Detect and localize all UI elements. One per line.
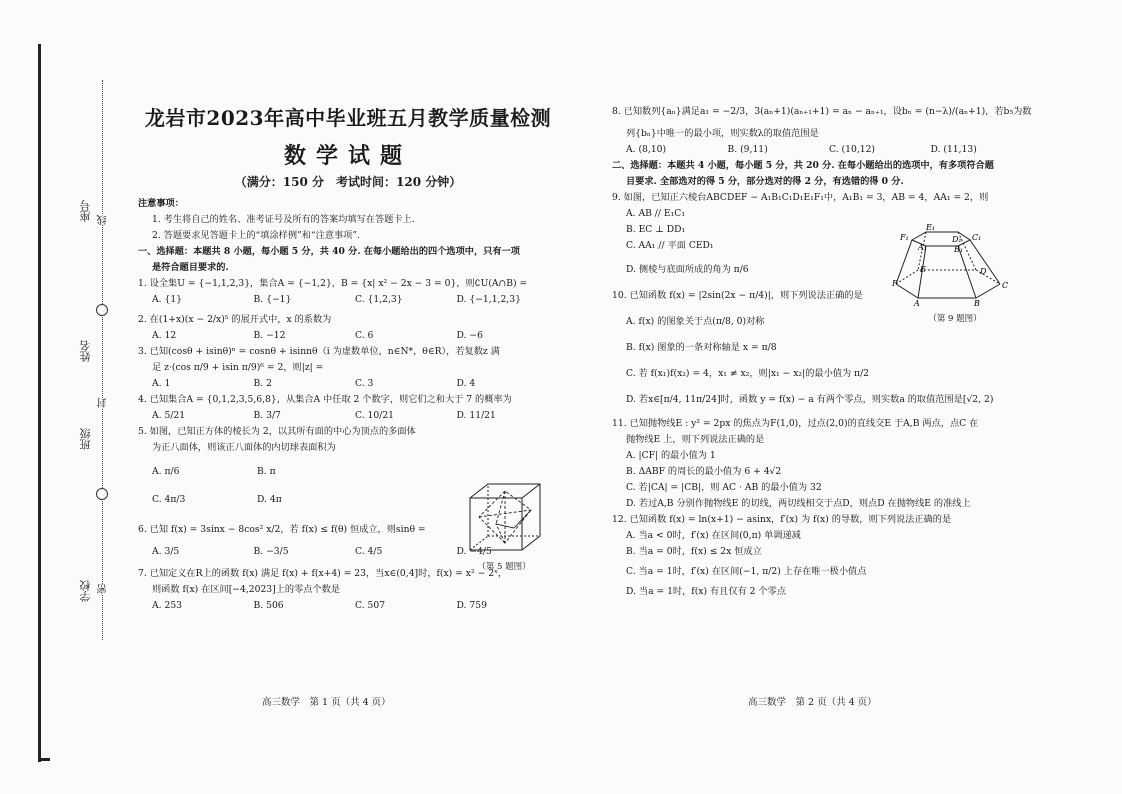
scan-edge-corner	[38, 758, 50, 761]
q9-opt-d: D. 侧棱与底面所成的角为 π/6	[626, 264, 749, 275]
section1-heading: 一、选择题：本题共 8 小题，每小题 5 分，共 40 分. 在每小题给出的四个选项中，只有一项	[138, 246, 520, 257]
binding-name-label: 姓名	[79, 340, 92, 362]
label-D1: D₁	[952, 235, 962, 244]
q11-opt-a: A. |CF| 的最小值为 1	[626, 450, 716, 461]
q10-opt-c: C. 若 f(x₁)f(x₂) = 4，x₁ ≠ x₂，则|x₁ − x₂|的最小值为 π/2	[626, 368, 870, 379]
q3-options	[138, 376, 558, 392]
q7-opt-d: D. 759	[456, 600, 487, 611]
footer-right: 高三数学 第 2 页（共 4 页）	[748, 697, 877, 708]
q6-opt-d: D. −4/5	[456, 546, 492, 557]
q11-opt-b: B. ΔABF 的周长的最小值为 6 + 4√2	[626, 466, 782, 477]
binding-line-mark: 线	[98, 215, 109, 225]
q10-opt-d: D. 若x∈[π/4, 11π/24]时，函数 y = f(x) − a 有两个零点，则实数a 的取值范围是[√2, 2)	[626, 394, 994, 405]
q9-opt-a: A. AB // E₁C₁	[626, 208, 685, 219]
binding-exam-no-label: 座号	[79, 200, 92, 222]
q5-opt-a: A. π/6	[152, 466, 180, 477]
q5-caption: （第 5 题图）	[477, 562, 531, 572]
q10-text: 10. 已知函数 f(x) = |2sin(2x − π/4)|，则下列说法正确的是	[612, 290, 863, 301]
label-A: A	[914, 299, 920, 308]
binding-secret-mark: 密	[98, 584, 109, 594]
section2-heading: 二、选择题：本题共 4 小题，每小题 5 分，共 20 分. 在每小题给出的选项中，有多项符合题	[612, 160, 994, 171]
q5-text: 5. 如图，已知正方体的棱长为 2，以其所有面的中心为顶点的多面体	[138, 426, 416, 437]
binding-circle	[96, 488, 108, 500]
q8-opt-d: D. (11,13)	[930, 144, 977, 155]
q4-opt-b: B. 3/7	[253, 410, 281, 421]
q9-opt-b: B. EC ⊥ DD₁	[626, 224, 686, 235]
q3-opt-b: B. 2	[253, 378, 272, 389]
label-F: F	[892, 279, 898, 288]
q1-opt-a: A. {1}	[152, 294, 183, 305]
q7-opt-b: B. 506	[253, 600, 284, 611]
label-A1: A₁	[918, 243, 927, 252]
q6-opt-c: C. 4/5	[355, 546, 383, 557]
q1-text: 1. 设全集U = {−1,1,2,3}，集合A = {−1,2}，B = {x| x² − 2x − 3 = 0}，则∁U(A∩B) =	[138, 278, 528, 289]
q12-opt-a: A. 当a < 0时，f′(x) 在区间(0,π) 单调递减	[626, 530, 801, 541]
exam-title: 龙岩市2023年高中毕业班五月教学质量检测	[144, 106, 552, 130]
q3-text-cont: 足 z·(cos π/9 + isin π/9)⁶ = 2，则|z| =	[152, 362, 324, 373]
q4-options	[138, 408, 558, 424]
q3-text: 3. 已知(cosθ + isinθ)ⁿ = cosnθ + isinnθ（i 为虚数单位，n∈N*，θ∈R），若复数z 满	[138, 346, 500, 357]
q7-text: 7. 已知定义在R上的函数 f(x) 满足 f(x) + f(x+4) = 23，当x∈(0,4]时，f(x) = x² − 2ˣ，	[138, 568, 508, 579]
q5-opt-d: D. 4π	[257, 494, 282, 505]
q11-text: 11. 已知抛物线E : y² = 2px 的焦点为F(1,0)，过点(2,0)的直线交E 于A,B 两点，点C 在	[612, 418, 979, 429]
q9-opt-c: C. AA₁ // 平面 CED₁	[626, 240, 714, 251]
q4-text: 4. 已知集合A = {0,1,2,3,5,6,8}，从集合A 中任取 2 个数字，则它们之和大于 7 的概率为	[138, 394, 512, 405]
q5-figure	[462, 478, 546, 572]
q6-opt-b: B. −3/5	[253, 546, 289, 557]
q1-opt-d: D. {−1,1,2,3}	[456, 294, 521, 305]
section1-heading-cont: 是符合题目要求的.	[152, 262, 229, 273]
q9-text: 9. 如图，已知正六棱台ABCDEF − A₁B₁C₁D₁E₁F₁中，A₁B₁ = 3，AB = 4，AA₁ = 2，则	[612, 192, 989, 203]
q12-opt-d: D. 当a = 1时，f(x) 有且仅有 2 个零点	[626, 586, 786, 597]
q2-opt-d: D. −6	[456, 330, 483, 341]
binding-dotted-line	[102, 80, 103, 640]
q6-text: 6. 已知 f(x) = 3sinx − 8cos² x/2，若 f(x) ≤ f(θ) 恒成立，则sinθ =	[138, 524, 426, 535]
q11-opt-d: D. 若过A,B 分别作抛物线E 的切线，两切线相交于点D，则点D 在抛物线E 的准线上	[626, 498, 971, 509]
page-2	[612, 104, 1032, 600]
binding-circle	[96, 304, 108, 316]
q4-opt-a: A. 5/21	[152, 410, 186, 421]
label-E1: E₁	[926, 223, 936, 232]
q9-caption: （第 9 题图）	[928, 314, 982, 324]
q8-text: 8. 已知数列{aₙ}满足a₁ = −2/3，3(aₙ+1)(aₙ₊₁+1) = aₙ − aₙ₊₁，设bₙ = (n−λ)/(aₙ+1)，若b₅为数	[612, 106, 1032, 117]
label-B1: B₁	[954, 245, 964, 254]
footer-left: 高三数学 第 1 页（共 4 页）	[262, 697, 391, 708]
q8-opt-c: C. (10,12)	[829, 144, 876, 155]
label-F1: F₁	[900, 233, 909, 242]
notice-heading: 注意事项：	[138, 198, 184, 209]
notice-item-1: 1. 考生将自己的姓名、准考证号及所有的答案均填写在答题卡上.	[152, 214, 415, 225]
q12-opt-c: C. 当a = 1时，f′(x) 在区间(−1, π/2) 上存在唯一极小值点	[626, 566, 867, 577]
q3-opt-c: C. 3	[355, 378, 374, 389]
exam-info: （满分：150 分 考试时间：120 分钟）	[234, 175, 462, 189]
binding-class-label: 班级	[79, 428, 92, 450]
section2-heading-cont: 目要求. 全部选对的得 5 分，部分选对的得 2 分，有选错的得 0 分.	[626, 176, 904, 187]
q1-opt-c: C. {1,2,3}	[355, 294, 403, 305]
q2-opt-a: A. 12	[152, 330, 177, 341]
q3-opt-d: D. 4	[456, 378, 476, 389]
label-C: C	[1002, 281, 1009, 290]
q4-opt-d: D. 11/21	[456, 410, 496, 421]
cube-octahedron-diagram	[462, 478, 546, 556]
scan-edge	[38, 44, 41, 762]
q1-options	[138, 292, 558, 308]
q8-options	[612, 142, 1032, 158]
q2-options	[138, 328, 558, 344]
q7-opt-c: C. 507	[355, 600, 386, 611]
label-B: B	[974, 299, 980, 308]
hexagonal-frustum-diagram	[890, 222, 1020, 308]
q2-text: 2. 在(1+x)(x − 2/x)⁵ 的展开式中，x 的系数为	[138, 314, 332, 325]
q1-opt-b: B. {−1}	[253, 294, 292, 305]
label-E: E	[920, 265, 926, 274]
q5-opt-c: C. 4π/3	[152, 494, 186, 505]
q8-text-cont: 列{bₙ}中唯一的最小项，则实数λ的取值范围是	[626, 128, 819, 139]
exam-subtitle: 数学试题	[283, 143, 412, 169]
q2-opt-c: C. 6	[355, 330, 374, 341]
binding-school-label: 学校	[79, 580, 92, 602]
q8-opt-b: B. (9,11)	[727, 144, 768, 155]
q7-text-cont: 则函数 f(x) 在区间[−4,2023]上的零点个数是	[152, 584, 341, 595]
q9-figure	[890, 222, 1020, 324]
q7-options	[138, 598, 558, 614]
binding-seal-mark: 封	[98, 398, 109, 408]
label-D: D	[980, 267, 987, 276]
label-C1: C₁	[972, 233, 982, 242]
q2-opt-b: B. −12	[253, 330, 286, 341]
q5-text-cont: 为正八面体，则该正八面体的内切球表面积为	[152, 442, 336, 453]
q4-opt-c: C. 10/21	[355, 410, 395, 421]
notice-item-2: 2. 答题要求见答题卡上的“填涂样例”和“注意事项”.	[152, 230, 360, 241]
q5-opt-b: B. π	[257, 466, 276, 477]
q3-opt-a: A. 1	[152, 378, 171, 389]
q11-opt-c: C. 若|CA| = |CB|，则 AC · AB 的最小值为 32	[626, 482, 822, 493]
q8-opt-a: A. (8,10)	[626, 144, 667, 155]
q10-opt-b: B. f(x) 图象的一条对称轴是 x = π/8	[626, 342, 777, 353]
q10-opt-a: A. f(x) 的图象关于点(π/8, 0)对称	[626, 316, 765, 327]
q11-text-cont: 抛物线E 上，则下列说法正确的是	[626, 434, 765, 445]
q12-text: 12. 已知函数 f(x) = ln(x+1) − asinx，f′(x) 为 f(x) 的导数，则下列说法正确的是	[612, 514, 952, 525]
q6-opt-a: A. 3/5	[152, 546, 180, 557]
q7-opt-a: A. 253	[152, 600, 183, 611]
q12-opt-b: B. 当a = 0时，f(x) ≤ 2x 恒成立	[626, 546, 762, 557]
